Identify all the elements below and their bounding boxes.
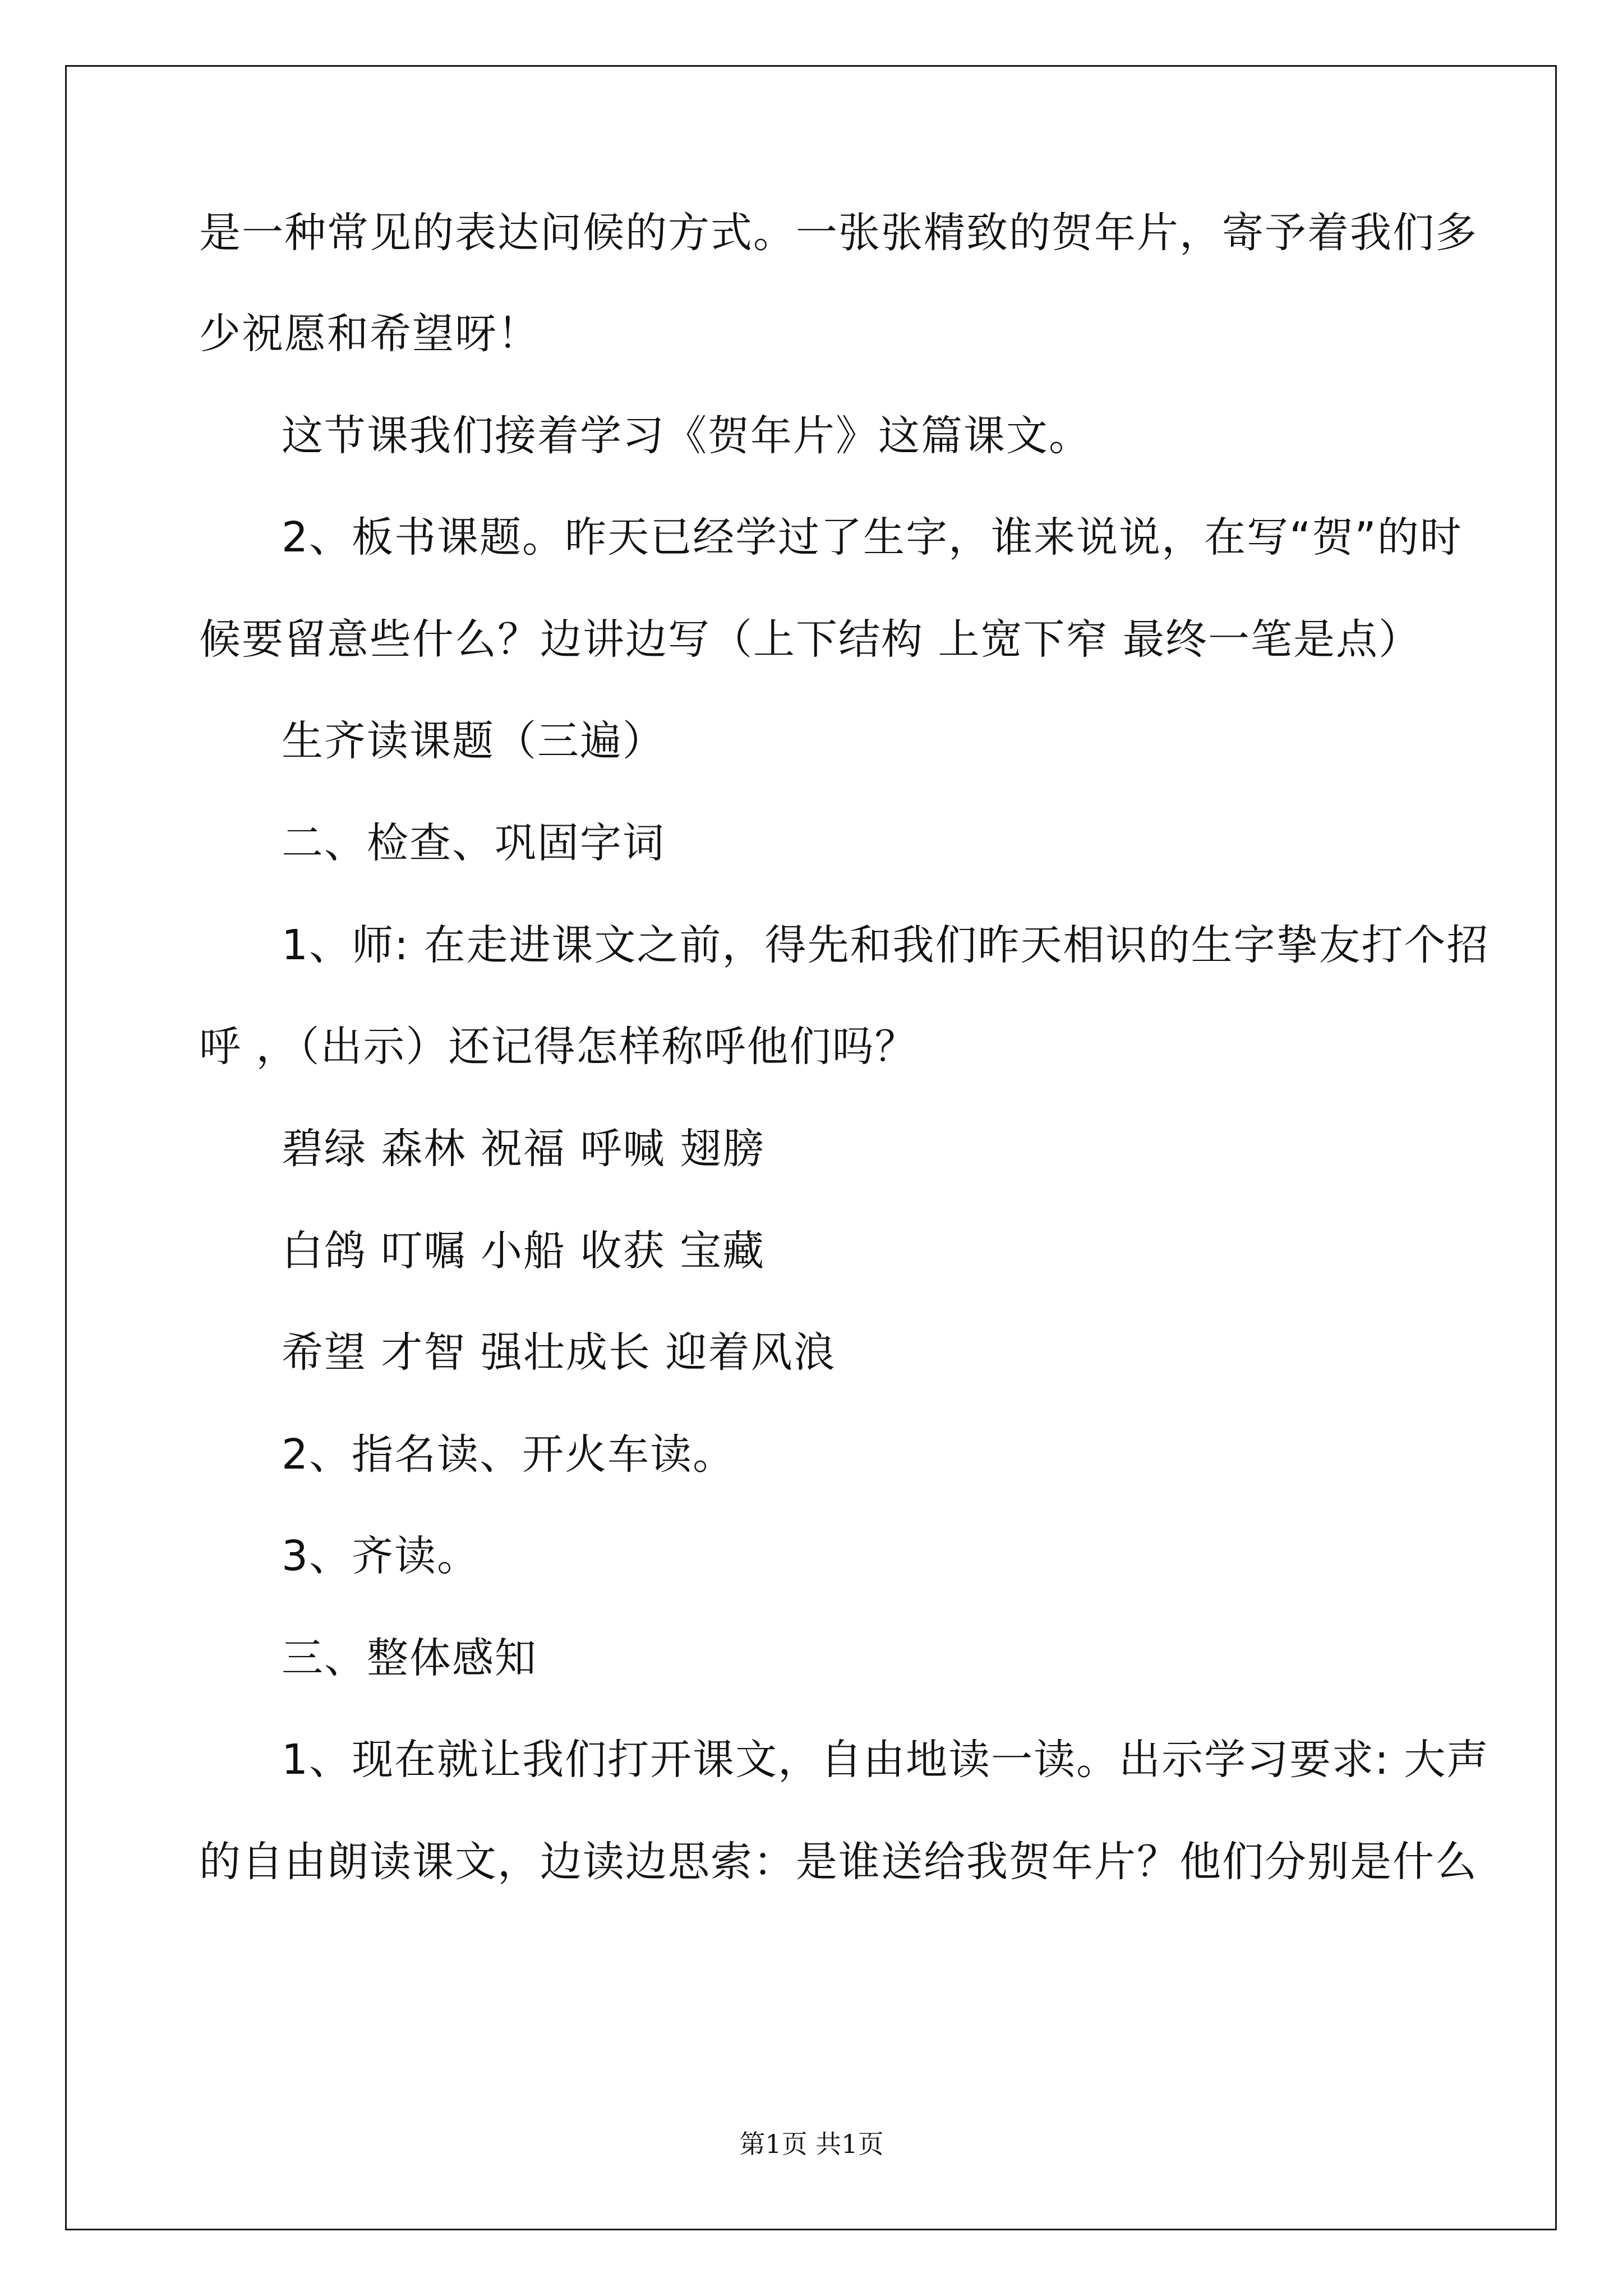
text-line: 1、现在就让我们打开课文，自由地读一读。出示学习要求: 大声	[282, 1736, 1490, 1784]
word-list-line: 碧绿 森林 祝福 呼喊 翅膀	[282, 1125, 766, 1173]
text-line: 3、齐读。	[282, 1532, 480, 1580]
section-heading: 三、整体感知	[282, 1634, 537, 1682]
text-line: 的自由朗读课文，边读边思索：是谁送给我贺年片？他们分别是什么	[199, 1838, 1478, 1886]
text-line: 呼 ，（出示）还记得怎样称呼他们吗？	[199, 1023, 917, 1071]
text-line: 候要留意些什么？边讲边写（上下结构 上宽下窄 最终一笔是点）	[199, 615, 1422, 664]
word-list-line: 希望 才智 强壮成长 迎着风浪	[282, 1328, 836, 1377]
text-line: 1、师: 在走进课文之前，得先和我们昨天相识的生字挚友打个招	[282, 921, 1490, 969]
text-line: 2、指名读、开火车读。	[282, 1430, 736, 1479]
text-line: 这节课我们接着学习《贺年片》这篇课文。	[282, 412, 1091, 460]
section-heading: 二、检查、巩固字词	[282, 819, 665, 867]
text-line: 少祝愿和希望呀！	[199, 310, 540, 358]
text-line: 生齐读课题（三遍）	[282, 717, 665, 765]
text-line: 2、板书课题。昨天已经学过了生字，谁来说说，在写“贺”的时	[282, 513, 1463, 562]
word-list-line: 白鸽 叮嘱 小船 收获 宝藏	[282, 1227, 766, 1275]
text-line: 是一种常见的表达问候的方式。一张张精致的贺年片，寄予着我们多	[199, 209, 1478, 257]
page-number-footer: 第1页 共1页	[739, 2129, 884, 2159]
